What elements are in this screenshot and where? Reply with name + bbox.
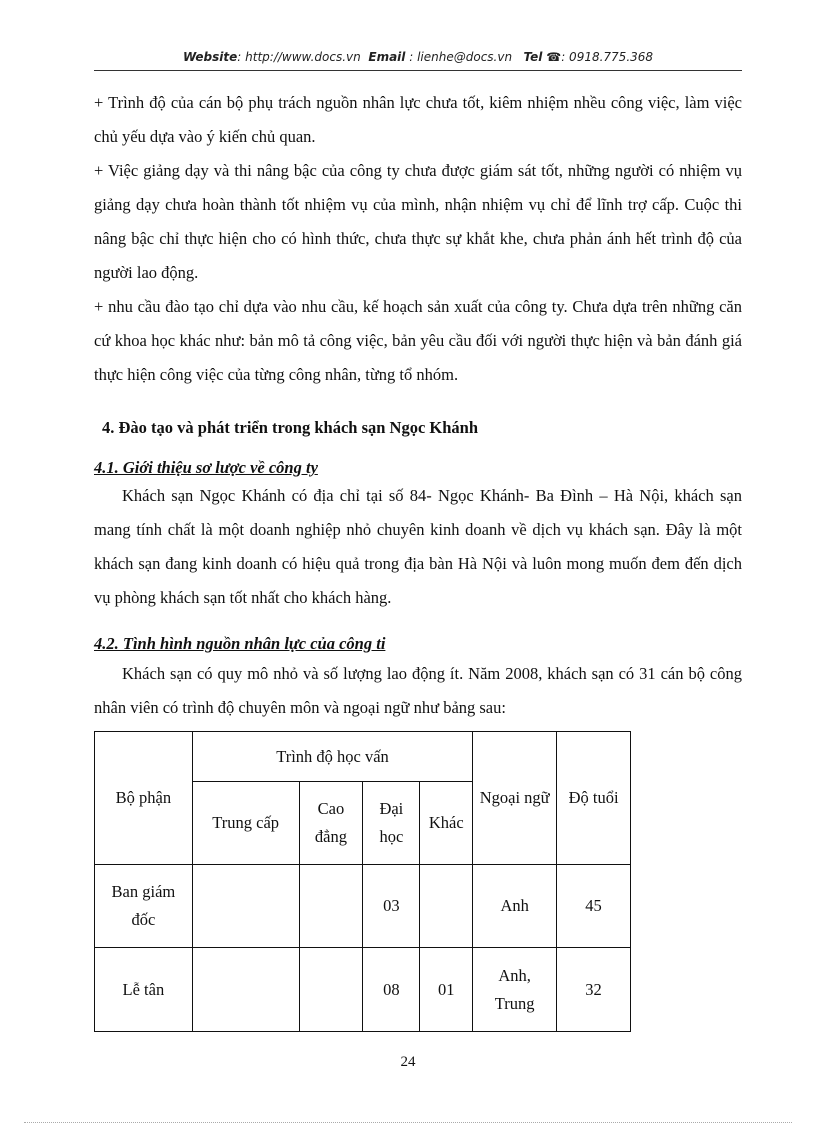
cell-intermediate [192,948,299,1032]
table-row [95,948,631,1032]
section-4-2-heading: 4.2. Tình hình nguồn nhân lực của công ti [94,634,386,653]
header-education: Trình độ học vấn [192,732,472,782]
tel-value: : 0918.775.368 [561,50,654,64]
cell-department: Ban giám đốc [95,865,193,948]
bullet-paragraphs [94,86,742,392]
table-row [95,865,631,948]
page-number: 24 [400,1054,416,1070]
header-college: Cao đẳng [299,782,363,865]
section-4-2-body [94,657,742,725]
cell-university: 03 [363,865,420,948]
header-department: Bộ phận [95,732,193,865]
header-divider [94,70,742,71]
cell-other: 01 [420,948,473,1032]
cell-age: 32 [557,948,631,1032]
website-value: : http://www.docs.vn [237,50,361,64]
header-university: Đại học [363,782,420,865]
cell-university: 08 [363,948,420,1032]
section-4-heading: 4. Đào tạo và phát triển trong khách sạn Ngọc Khánh [102,418,479,437]
staff-qualification-table [94,731,631,1032]
paragraph-2: + Việc giảng dạy và thi nâng bậc của công ty chưa được giám sát tốt, những người có nhiệm vụ giảng dạy chưa hoàn thành tốt nhiệm vụ của mình, nhận nhiệm vụ chỉ để lĩnh trợ cấp. Cuộc thi nâng bậc chỉ thực hiện cho có hình thức, chưa thực sự khắt khe, chưa phản ánh hết trình độ của người lao động. [94,161,742,282]
header-age: Độ tuổi [557,732,631,865]
cell-college [299,865,363,948]
email-value: : lienhe@docs.vn [409,50,513,64]
phone-icon: ☎ [546,50,562,64]
tel-label: Tel [523,50,543,64]
website-label: Website [182,50,238,64]
cell-language: Anh, Trung [473,948,557,1032]
cell-language: Anh [473,865,557,948]
header-other: Khác [420,782,473,865]
cell-age: 45 [557,865,631,948]
section-4-1-body [94,479,742,615]
paragraph-3: + nhu cầu đào tạo chỉ dựa vào nhu cầu, kế hoạch sản xuất của công ty. Chưa dựa trên những căn cứ khoa học khác như: bản mô tả công việc, bản yêu cầu đối với người thực hiện và bản đánh giá thực hiện công việc của từng công nhân, từng tổ nhóm. [94,297,742,384]
cell-intermediate [192,865,299,948]
section-4-1-paragraph: Khách sạn Ngọc Khánh có địa chỉ tại số 84- Ngọc Khánh- Ba Đình – Hà Nội, khách sạn mang tính chất là một doanh nghiệp nhỏ chuyên kinh doanh về dịch vụ khách sạn. Đây là một khách sạn đang kinh doanh có hiệu quả trong địa bàn Hà Nội và luôn mong muốn đem đến dịch vụ phòng khách sạn tốt nhất cho khách hàng. [94,486,742,607]
section-4-2-paragraph: Khách sạn có quy mô nhỏ và số lượng lao động ít. Năm 2008, khách sạn có 31 cán bộ công nhân viên có trình độ chuyên môn và ngoại ngữ như bảng sau: [94,664,742,717]
section-4-1-heading: 4.1. Giới thiệu sơ lược về công ty [94,458,318,477]
page-header [94,50,742,64]
header-language: Ngoại ngữ [473,732,557,865]
cell-college [299,948,363,1032]
cell-other [420,865,473,948]
header-intermediate: Trung cấp [192,782,299,865]
email-label: Email [368,50,406,64]
cell-department: Lễ tân [95,948,193,1032]
paragraph-1: + Trình độ của cán bộ phụ trách nguồn nhân lực chưa tốt, kiêm nhiệm nhều công việc, làm việc chủ yếu dựa vào ý kiến chủ quan. [94,93,742,146]
